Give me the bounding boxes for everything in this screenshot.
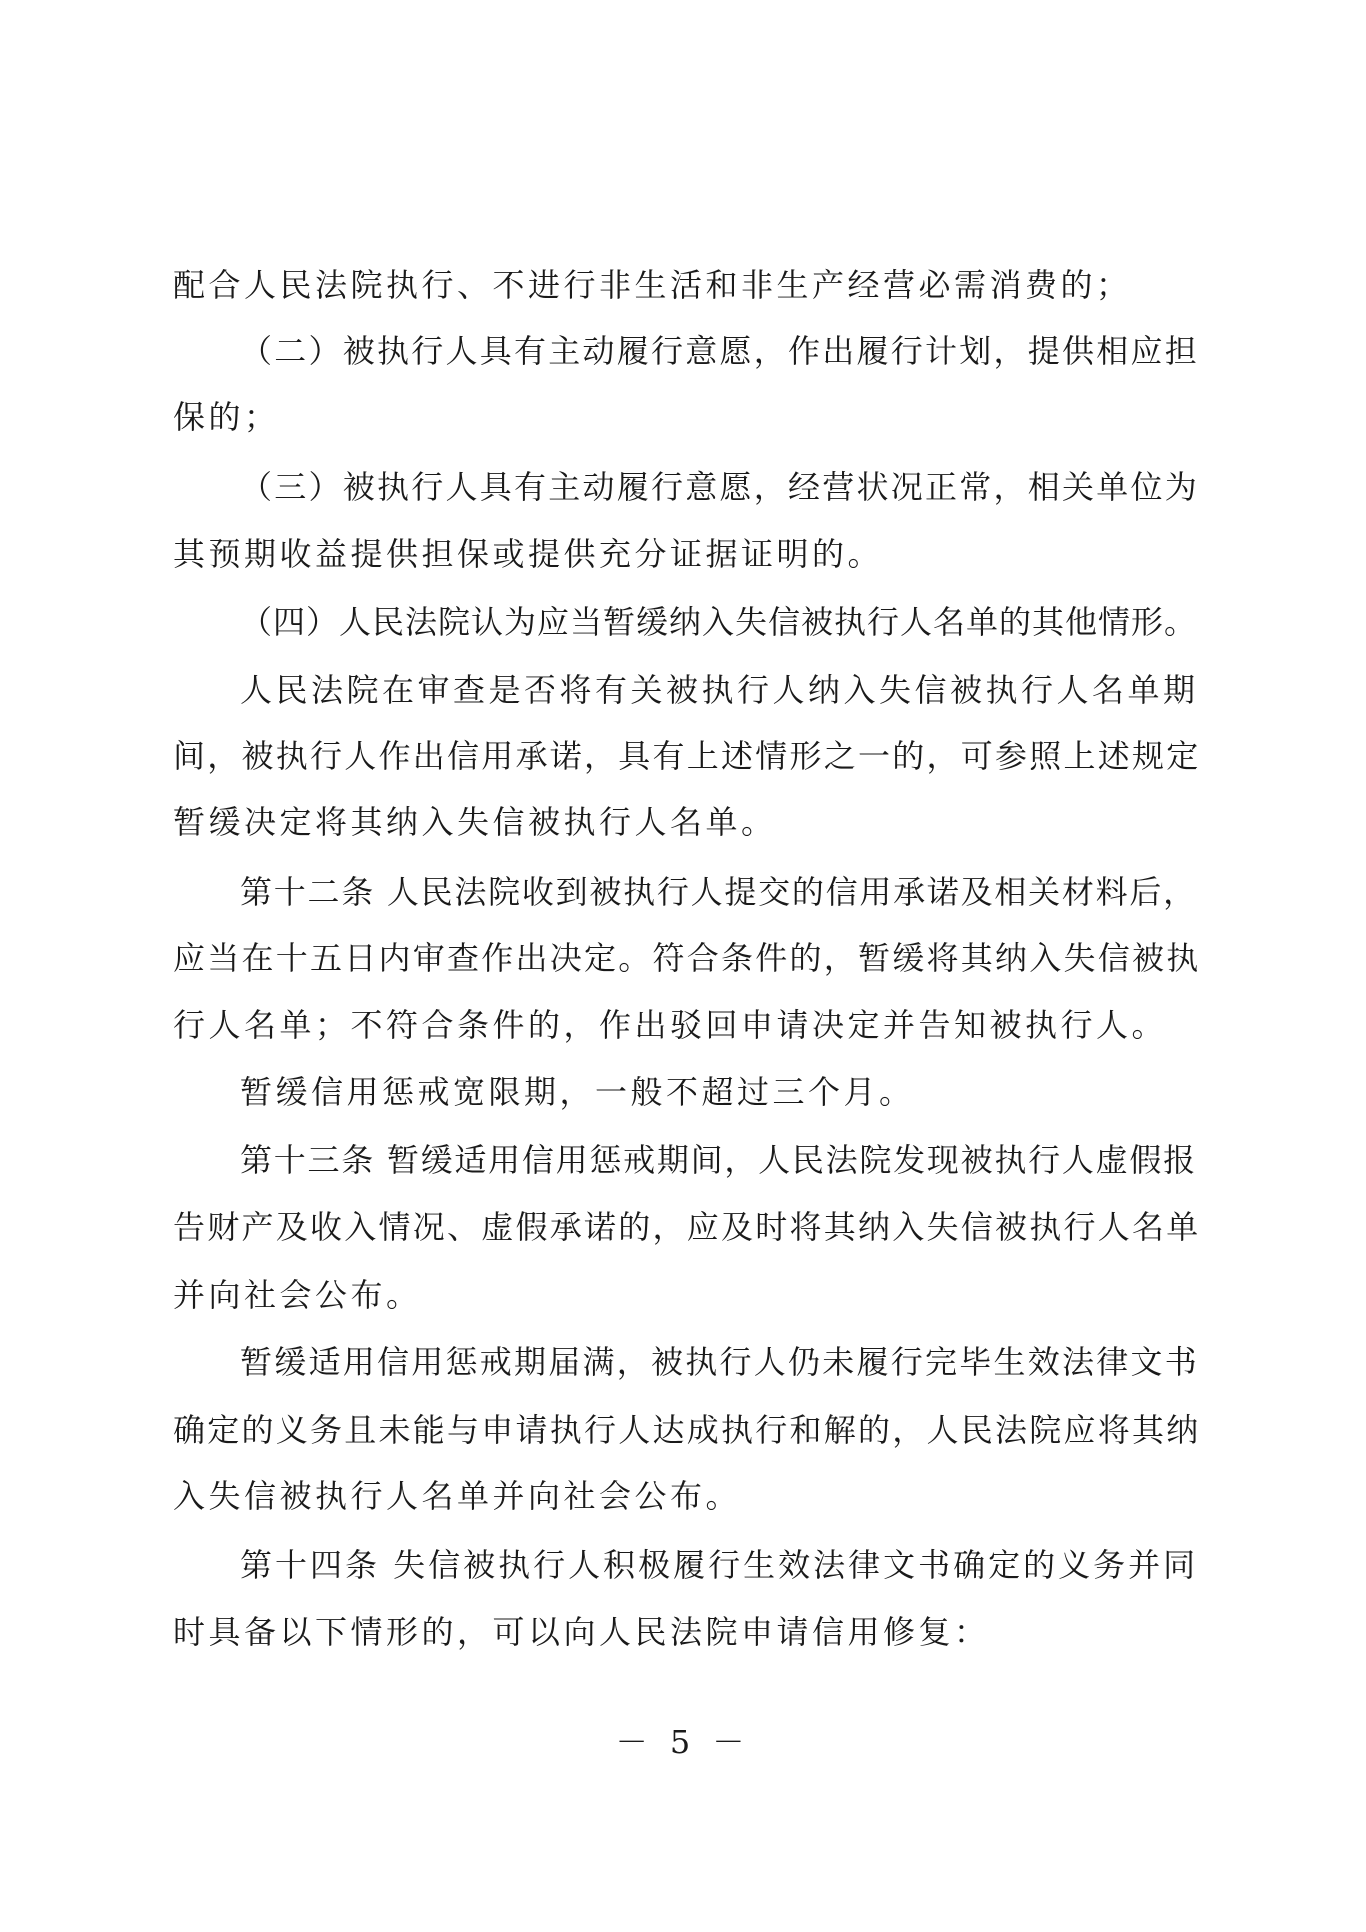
text-line: 其预期收益提供担保或提供充分证据证明的。 bbox=[173, 535, 884, 573]
text-line: （二）被执行人具有主动履行意愿，作出履行计划，提供相应担 bbox=[240, 332, 1200, 370]
text-line: （四）人民法院认为应当暂缓纳入失信被执行人名单的其他情形。 bbox=[240, 603, 1198, 641]
text-line: （三）被执行人具有主动履行意愿，经营状况正常，相关单位为 bbox=[240, 468, 1200, 506]
text-line: 暂缓信用惩戒宽限期，一般不超过三个月。 bbox=[240, 1073, 915, 1111]
text-line: 第十三条 暂缓适用信用惩戒期间，人民法院发现被执行人虚假报 bbox=[240, 1141, 1197, 1179]
text-line: 确定的义务且未能与申请执行人达成执行和解的，人民法院应将其纳 bbox=[173, 1411, 1201, 1449]
text-line: 并向社会公布。 bbox=[173, 1276, 422, 1314]
text-line: 时具备以下情形的，可以向人民法院申请信用修复： bbox=[173, 1613, 990, 1651]
text-line: 暂缓适用信用惩戒期届满，被执行人仍未履行完毕生效法律文书 bbox=[240, 1343, 1200, 1381]
text-line: 行人名单；不符合条件的，作出驳回申请决定并告知被执行人。 bbox=[173, 1006, 1168, 1044]
text-line: 间，被执行人作出信用承诺，具有上述情形之一的，可参照上述规定 bbox=[173, 737, 1201, 775]
text-line: 第十四条 失信被执行人积极履行生效法律文书确定的义务并同 bbox=[240, 1546, 1199, 1584]
text-line: 应当在十五日内审查作出决定。符合条件的，暂缓将其纳入失信被执 bbox=[173, 939, 1201, 977]
text-line: 人民法院在审查是否将有关被执行人纳入失信被执行人名单期 bbox=[240, 671, 1199, 709]
text-line: 配合人民法院执行、不进行非生活和非生产经营必需消费的； bbox=[173, 266, 1132, 304]
page-number: － 5 － bbox=[615, 1723, 751, 1761]
text-line: 第十二条 人民法院收到被执行人提交的信用承诺及相关材料后， bbox=[240, 873, 1197, 911]
text-line: 告财产及收入情况、虚假承诺的，应及时将其纳入失信被执行人名单 bbox=[173, 1208, 1201, 1246]
text-line: 入失信被执行人名单并向社会公布。 bbox=[173, 1477, 742, 1515]
text-line: 暂缓决定将其纳入失信被执行人名单。 bbox=[173, 803, 777, 841]
text-line: 保的； bbox=[173, 398, 280, 436]
